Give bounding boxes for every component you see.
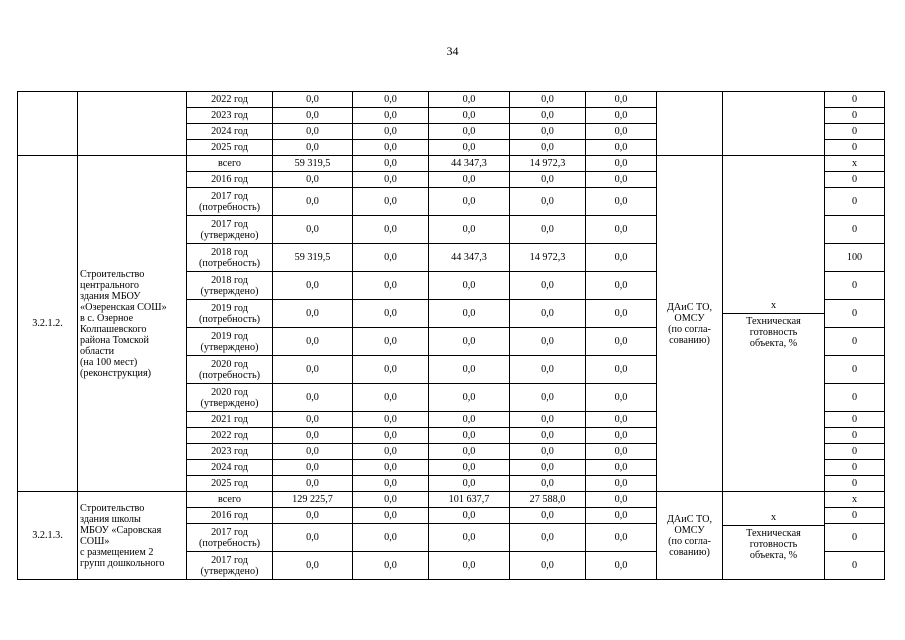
value-cell: 0,0 [353,524,429,552]
indicator-cell [723,92,825,156]
value-cell: 0,0 [510,428,586,444]
item-name-line: в с. Озерное [80,312,134,324]
value-cell: 0,0 [510,300,586,328]
year-cell [187,444,273,460]
indicator-value-cell: 100 [825,244,885,272]
year-line: всего [218,494,241,505]
value-cell: 0,0 [586,156,657,172]
year-line: 2024 год [211,126,248,137]
year-cell [187,300,273,328]
value-cell: 0,0 [429,108,510,124]
indicator-value-cell: x [825,156,885,172]
value-cell: 0,0 [429,124,510,140]
value-cell: 0,0 [429,328,510,356]
indicator-line: Техническая [746,315,801,327]
item-name-line: Строительство [80,502,145,514]
value-cell: 0,0 [273,384,353,412]
executor-line: ДАиС ТО, [666,301,713,313]
item-code: 3.2.1.3. [18,492,78,580]
value-cell: 0,0 [273,328,353,356]
value-cell: 0,0 [353,356,429,384]
value-cell: 0,0 [353,552,429,580]
value-cell: 14 972,3 [510,156,586,172]
value-cell: 0,0 [429,140,510,156]
item-name-line: здания школы [80,513,141,525]
indicator-value-cell: 0 [825,124,885,140]
year-cell [187,552,273,580]
executor-line: (по согла- [668,535,711,547]
year-line: (утверждено) [200,341,259,353]
year-line: 2024 год [211,462,248,473]
item-name-line: здания МБОУ [80,290,141,302]
year-line: 2025 год [211,478,248,489]
year-cell [187,156,273,172]
indicator-line: Техническая [746,527,801,539]
value-cell: 0,0 [273,108,353,124]
value-cell: 0,0 [353,412,429,428]
value-cell: 0,0 [586,492,657,508]
item-name-line: района Томской [80,334,149,346]
year-cell [187,140,273,156]
indicator-line: объекта, % [749,337,798,349]
year-cell [187,460,273,476]
item-code [18,92,78,156]
indicator-value-cell: 0 [825,328,885,356]
item-name-line: области [80,345,115,357]
indicator-line: готовность [749,326,798,338]
year-line: 2022 год [211,94,248,105]
indicator-value-cell: 0 [825,552,885,580]
value-cell: 0,0 [586,244,657,272]
year-line: 2023 год [211,110,248,121]
value-cell: 0,0 [586,508,657,524]
value-cell: 0,0 [353,216,429,244]
value-cell: 0,0 [586,188,657,216]
value-cell: 0,0 [273,92,353,108]
year-cell [187,92,273,108]
executor-line: сованию) [669,546,710,558]
value-cell: 0,0 [353,460,429,476]
indicator-cell [723,492,825,580]
value-cell: 0,0 [510,188,586,216]
year-cell [187,428,273,444]
value-cell: 0,0 [273,124,353,140]
year-cell [187,508,273,524]
year-line: (утверждено) [200,397,259,409]
year-cell [187,172,273,188]
indicator-line: готовность [749,538,798,550]
value-cell: 0,0 [510,92,586,108]
executor-cell [657,492,723,580]
year-cell [187,216,273,244]
value-cell: 0,0 [429,356,510,384]
year-cell [187,476,273,492]
value-cell: 0,0 [273,476,353,492]
year-line: (потребность) [199,369,260,381]
value-cell: 0,0 [586,524,657,552]
value-cell: 0,0 [429,524,510,552]
value-cell: 0,0 [429,272,510,300]
value-cell: 0,0 [586,476,657,492]
year-line: всего [218,158,241,169]
value-cell: 0,0 [510,140,586,156]
value-cell: 0,0 [353,124,429,140]
year-cell [187,356,273,384]
value-cell: 0,0 [273,188,353,216]
item-name-line: Колпашевского [80,323,147,335]
value-cell: 0,0 [273,272,353,300]
table-body [18,92,885,580]
year-line: 2020 год [211,386,248,398]
value-cell: 0,0 [429,188,510,216]
year-line: 2017 год [211,190,248,202]
executor-line: ДАиС ТО, [666,513,713,525]
value-cell: 0,0 [510,328,586,356]
table-row [18,156,885,172]
item-name-line: с размещением 2 [80,546,154,558]
value-cell: 0,0 [353,476,429,492]
year-line: (утверждено) [200,229,259,241]
value-cell: 0,0 [586,272,657,300]
value-cell: 59 319,5 [273,244,353,272]
value-cell: 0,0 [510,460,586,476]
year-cell [187,272,273,300]
value-cell: 0,0 [429,508,510,524]
value-cell: 0,0 [353,444,429,460]
value-cell: 0,0 [429,428,510,444]
year-line: 2022 год [211,430,248,441]
value-cell: 0,0 [429,460,510,476]
indicator-value-cell: 0 [825,460,885,476]
year-line: (потребность) [199,313,260,325]
value-cell: 0,0 [510,384,586,412]
value-cell: 0,0 [586,412,657,428]
year-line: (потребность) [199,537,260,549]
value-cell: 0,0 [586,384,657,412]
indicator-value-cell: 0 [825,428,885,444]
executor-line: (по согла- [668,323,711,335]
value-cell: 0,0 [510,444,586,460]
year-line: 2019 год [211,302,248,314]
year-line: 2016 год [211,510,248,521]
value-cell: 0,0 [586,140,657,156]
value-cell: 0,0 [353,244,429,272]
item-name-line: МБОУ «Саровская [80,524,162,536]
year-line: 2017 год [211,526,248,538]
item-name [78,92,187,156]
executor-line: ОМСУ [674,312,705,324]
value-cell: 0,0 [510,108,586,124]
value-cell: 0,0 [510,356,586,384]
value-cell: 0,0 [273,428,353,444]
indicator-value-cell: 0 [825,108,885,124]
year-line: (утверждено) [200,285,259,297]
value-cell: 0,0 [273,444,353,460]
indicator-value-cell: 0 [825,444,885,460]
indicator-value-cell: 0 [825,356,885,384]
value-cell: 0,0 [353,492,429,508]
value-cell: 0,0 [353,272,429,300]
value-cell: 0,0 [353,188,429,216]
value-cell: 27 588,0 [510,492,586,508]
value-cell: 0,0 [586,552,657,580]
year-line: 2018 год [211,246,248,258]
year-cell [187,412,273,428]
indicator-value-cell: 0 [825,524,885,552]
indicator-value-cell: 0 [825,476,885,492]
value-cell: 0,0 [429,412,510,428]
indicator-value-cell: 0 [825,412,885,428]
item-name-line: (реконструкция) [80,367,152,379]
year-line: 2019 год [211,330,248,342]
indicator-cell [723,156,825,492]
indicator-name [725,314,822,349]
value-cell: 44 347,3 [429,244,510,272]
value-cell: 0,0 [353,140,429,156]
value-cell: 0,0 [353,92,429,108]
value-cell: 0,0 [273,552,353,580]
year-line: 2021 год [211,414,248,425]
value-cell: 0,0 [273,172,353,188]
value-cell: 0,0 [273,300,353,328]
year-line: 2023 год [211,446,248,457]
indicator-value-cell: 0 [825,188,885,216]
value-cell: 0,0 [353,328,429,356]
value-cell: 0,0 [429,552,510,580]
value-cell: 0,0 [510,172,586,188]
value-cell: 0,0 [273,216,353,244]
value-cell: 0,0 [586,124,657,140]
value-cell: 0,0 [586,356,657,384]
indicator-line: объекта, % [749,549,798,561]
indicator-value-cell: 0 [825,92,885,108]
year-line: 2025 год [211,142,248,153]
year-cell [187,108,273,124]
year-line: 2018 год [211,274,248,286]
value-cell: 0,0 [429,92,510,108]
value-cell: 0,0 [353,172,429,188]
value-cell: 0,0 [429,384,510,412]
item-name [78,492,187,580]
value-cell: 0,0 [429,476,510,492]
value-cell: 0,0 [353,300,429,328]
value-cell: 0,0 [353,384,429,412]
year-line: 2020 год [211,358,248,370]
item-name-line: СОШ» [80,535,110,547]
value-cell: 0,0 [586,172,657,188]
value-cell: 0,0 [353,156,429,172]
item-name-line: групп дошкольного [80,557,165,569]
value-cell: 0,0 [586,300,657,328]
item-code: 3.2.1.2. [18,156,78,492]
indicator-x-mark: x [723,511,824,526]
value-cell: 0,0 [273,412,353,428]
indicator-value-cell: 0 [825,140,885,156]
value-cell: 0,0 [429,216,510,244]
indicator-value-cell: x [825,492,885,508]
indicator-value-cell: 0 [825,216,885,244]
indicator-value-cell: 0 [825,508,885,524]
table-row [18,92,885,108]
indicator-value-cell: 0 [825,384,885,412]
page-number: 34 [446,44,459,58]
value-cell: 59 319,5 [273,156,353,172]
value-cell: 44 347,3 [429,156,510,172]
item-name-line: Строительство [80,268,145,280]
value-cell: 0,0 [429,172,510,188]
indicator-name [725,526,822,561]
value-cell: 0,0 [510,216,586,244]
value-cell: 0,0 [510,124,586,140]
indicator-value-cell: 0 [825,272,885,300]
value-cell: 0,0 [586,328,657,356]
value-cell: 0,0 [273,524,353,552]
executor-cell [657,92,723,156]
value-cell: 0,0 [586,108,657,124]
value-cell: 0,0 [586,460,657,476]
value-cell: 0,0 [586,444,657,460]
table-row [18,492,885,508]
value-cell: 0,0 [586,428,657,444]
year-line: (потребность) [199,257,260,269]
year-line: (утверждено) [200,565,259,577]
value-cell: 0,0 [510,508,586,524]
year-line: (потребность) [199,201,260,213]
value-cell: 0,0 [510,412,586,428]
item-name-line: (на 100 мест) [80,356,138,368]
item-name-line: центрального [80,279,140,291]
year-cell [187,328,273,356]
value-cell: 0,0 [510,476,586,492]
value-cell: 0,0 [353,428,429,444]
value-cell: 0,0 [510,524,586,552]
value-cell: 0,0 [510,272,586,300]
year-cell [187,188,273,216]
year-cell [187,244,273,272]
item-name-line: «Озеренская СОШ» [80,301,167,313]
year-cell [187,124,273,140]
value-cell: 0,0 [273,356,353,384]
value-cell: 14 972,3 [510,244,586,272]
executor-line: ОМСУ [674,524,705,536]
value-cell: 0,0 [353,508,429,524]
value-cell: 0,0 [273,140,353,156]
indicator-x-mark: x [723,299,824,314]
year-line: 2017 год [211,218,248,230]
value-cell: 0,0 [429,300,510,328]
year-cell [187,384,273,412]
year-cell [187,492,273,508]
value-cell: 0,0 [429,444,510,460]
value-cell: 0,0 [353,108,429,124]
indicator-value-cell: 0 [825,300,885,328]
item-name [78,156,187,492]
value-cell: 0,0 [510,552,586,580]
program-table [17,91,885,580]
year-cell [187,524,273,552]
value-cell: 0,0 [586,92,657,108]
year-line: 2017 год [211,554,248,566]
value-cell: 0,0 [273,460,353,476]
value-cell: 129 225,7 [273,492,353,508]
value-cell: 0,0 [586,216,657,244]
indicator-value-cell: 0 [825,172,885,188]
executor-line: сованию) [669,334,710,346]
value-cell: 101 637,7 [429,492,510,508]
year-line: 2016 год [211,174,248,185]
executor-cell [657,156,723,492]
value-cell: 0,0 [273,508,353,524]
